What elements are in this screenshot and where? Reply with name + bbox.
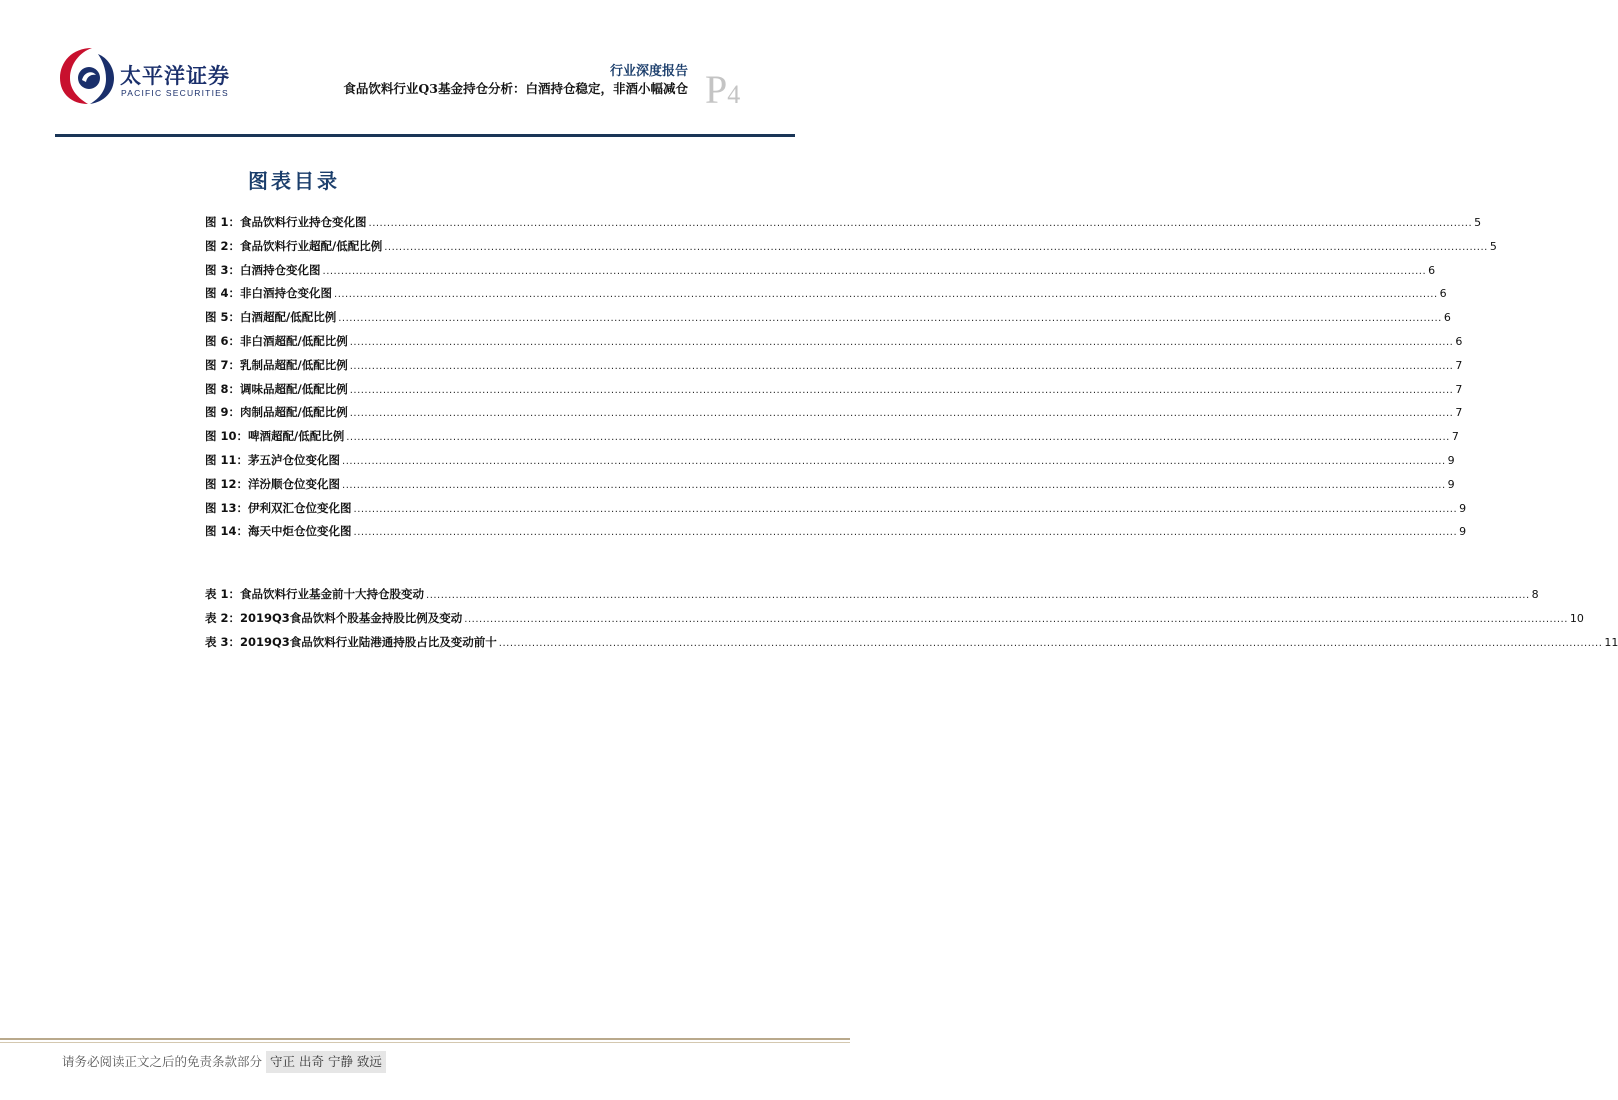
toc-entry-label: 图 6：非白酒超配/低配比例 xyxy=(205,333,348,348)
toc-entry-figure-6[interactable] xyxy=(205,333,1463,357)
toc-entry-table-1[interactable] xyxy=(205,586,1539,610)
toc-entry-label: 图 11：茅五泸仓位变化图 xyxy=(205,452,341,467)
toc-entry-figure-5[interactable] xyxy=(205,309,1451,333)
toc-leader-dots: ............................................................................................................................................................................................................................................................................................................ xyxy=(353,503,1458,515)
figure-list xyxy=(205,214,1497,547)
toc-entry-page: 9 xyxy=(1447,477,1455,491)
toc-leader-dots: ............................................................................................................................................................................................................................................................................................................ xyxy=(426,590,1530,601)
toc-leader-dots: ............................................................................................................................................................................................................................................................................................................ xyxy=(334,289,1438,301)
footer-disclaimer: 请务必阅读正文之后的免责条款部分 xyxy=(62,1054,263,1069)
toc-title: 图表目录 xyxy=(248,169,340,193)
footer-divider xyxy=(0,1038,850,1040)
toc-leader-dots: ............................................................................................................................................................................................................................................................................................................ xyxy=(384,241,1488,253)
page-number-value: 4 xyxy=(727,80,741,109)
toc-entry-label: 图 14：海天中炬仓位变化图 xyxy=(205,524,352,539)
toc-entry-figure-13[interactable] xyxy=(205,500,1467,524)
toc-leader-dots: ............................................................................................................................................................................................................................................................................................................ xyxy=(346,432,1450,444)
report-title: 食品饮料行业Q3基金持仓分析：白酒持仓稳定，非酒小幅减仓 xyxy=(343,81,688,96)
page-prefix: P xyxy=(705,67,728,112)
toc-entry-label: 表 1：食品饮料行业基金前十大持仓股变动 xyxy=(205,587,425,601)
toc-entry-page: 9 xyxy=(1447,453,1455,467)
toc-entry-figure-14[interactable] xyxy=(205,523,1467,547)
toc-entry-label: 图 1：食品饮料行业持仓变化图 xyxy=(205,215,367,229)
table-list xyxy=(205,586,1618,657)
toc-leader-dots: ............................................................................................................................................................................................................................................................................................................ xyxy=(342,455,1446,467)
toc-entry-table-3[interactable] xyxy=(205,634,1618,658)
toc-entry-page: 9 xyxy=(1459,525,1467,539)
toc-entry-figure-9[interactable] xyxy=(205,404,1463,428)
toc-entry-figure-7[interactable] xyxy=(205,357,1463,381)
toc-entry-page: 7 xyxy=(1455,358,1463,372)
logo-chinese-name: 太平洋证券 xyxy=(120,64,230,88)
report-type: 行业深度报告 xyxy=(609,64,688,79)
toc-entry-page: 6 xyxy=(1439,287,1447,301)
toc-entry-label: 图 10：啤酒超配/低配比例 xyxy=(205,429,345,444)
toc-entry-label: 表 2：2019Q3食品饮料个股基金持股比例及变动 xyxy=(205,610,463,625)
toc-entry-figure-8[interactable] xyxy=(205,381,1463,405)
toc-entry-label: 图 13：伊利双汇仓位变化图 xyxy=(205,500,352,515)
toc-entry-page: 6 xyxy=(1428,263,1436,277)
footer-slogan: 守正 出奇 宁静 致远 xyxy=(266,1051,386,1073)
toc-entry-page: 11 xyxy=(1604,635,1618,649)
toc-entry-label: 图 2：食品饮料行业超配/低配比例 xyxy=(205,238,383,253)
toc-entry-figure-3[interactable] xyxy=(205,262,1436,286)
toc-leader-dots: ............................................................................................................................................................................................................................................................................................................ xyxy=(349,384,1454,396)
toc-entry-label: 图 7：乳制品超配/低配比例 xyxy=(205,357,348,372)
toc-leader-dots: ............................................................................................................................................................................................................................................................................................................ xyxy=(368,218,1473,229)
toc-entry-figure-1[interactable] xyxy=(205,214,1482,238)
toc-entry-page: 7 xyxy=(1451,430,1459,444)
toc-entry-label: 表 3：2019Q3食品饮料行业陆港通持股占比及变动前十 xyxy=(205,634,497,649)
toc-entry-label: 图 8：调味品超配/低配比例 xyxy=(205,381,348,396)
toc-entry-label: 图 3：白酒持仓变化图 xyxy=(205,262,321,277)
toc-entry-page: 5 xyxy=(1474,216,1482,229)
pacific-securities-logo-icon xyxy=(58,44,116,106)
toc-entry-label: 图 12：洋汾顺仓位变化图 xyxy=(205,476,341,491)
page-number xyxy=(705,67,741,112)
toc-entry-table-2[interactable] xyxy=(205,610,1584,634)
toc-entry-page: 5 xyxy=(1489,239,1497,253)
toc-entry-page: 10 xyxy=(1569,611,1584,625)
footer xyxy=(62,1051,386,1073)
logo-english-name: PACIFIC SECURITIES xyxy=(121,88,229,98)
toc-leader-dots: ............................................................................................................................................................................................................................................................................................................ xyxy=(498,637,1603,649)
toc-entry-page: 7 xyxy=(1455,406,1463,420)
toc-entry-figure-10[interactable] xyxy=(205,428,1459,452)
toc-entry-page: 8 xyxy=(1531,588,1539,601)
toc-entry-label: 图 5：白酒超配/低配比例 xyxy=(205,310,337,325)
toc-entry-figure-11[interactable] xyxy=(205,452,1455,476)
toc-leader-dots: ............................................................................................................................................................................................................................................................................................................ xyxy=(349,336,1454,348)
toc-entry-page: 7 xyxy=(1455,382,1463,396)
toc-leader-dots: ............................................................................................................................................................................................................................................................................................................ xyxy=(322,265,1427,277)
toc-leader-dots: ............................................................................................................................................................................................................................................................................................................ xyxy=(342,479,1446,491)
toc-entry-figure-4[interactable] xyxy=(205,285,1447,309)
toc-entry-figure-12[interactable] xyxy=(205,476,1455,500)
toc-entry-label: 图 4：非白酒持仓变化图 xyxy=(205,286,333,301)
toc-entry-page: 9 xyxy=(1459,501,1467,515)
toc-leader-dots: ............................................................................................................................................................................................................................................................................................................ xyxy=(349,360,1454,372)
toc-leader-dots: ............................................................................................................................................................................................................................................................................................................ xyxy=(353,527,1458,539)
toc-leader-dots: ............................................................................................................................................................................................................................................................................................................ xyxy=(338,313,1442,325)
company-logo xyxy=(58,44,238,108)
toc-leader-dots: ............................................................................................................................................................................................................................................................................................................ xyxy=(349,408,1454,420)
toc-entry-page: 6 xyxy=(1455,334,1463,348)
toc-entry-figure-2[interactable] xyxy=(205,238,1497,262)
header-divider xyxy=(55,134,795,137)
footer-divider-thin xyxy=(0,1042,850,1043)
toc-entry-label: 图 9：肉制品超配/低配比例 xyxy=(205,405,348,420)
toc-leader-dots: ............................................................................................................................................................................................................................................................................................................ xyxy=(464,613,1568,625)
toc-entry-page: 6 xyxy=(1443,311,1451,325)
